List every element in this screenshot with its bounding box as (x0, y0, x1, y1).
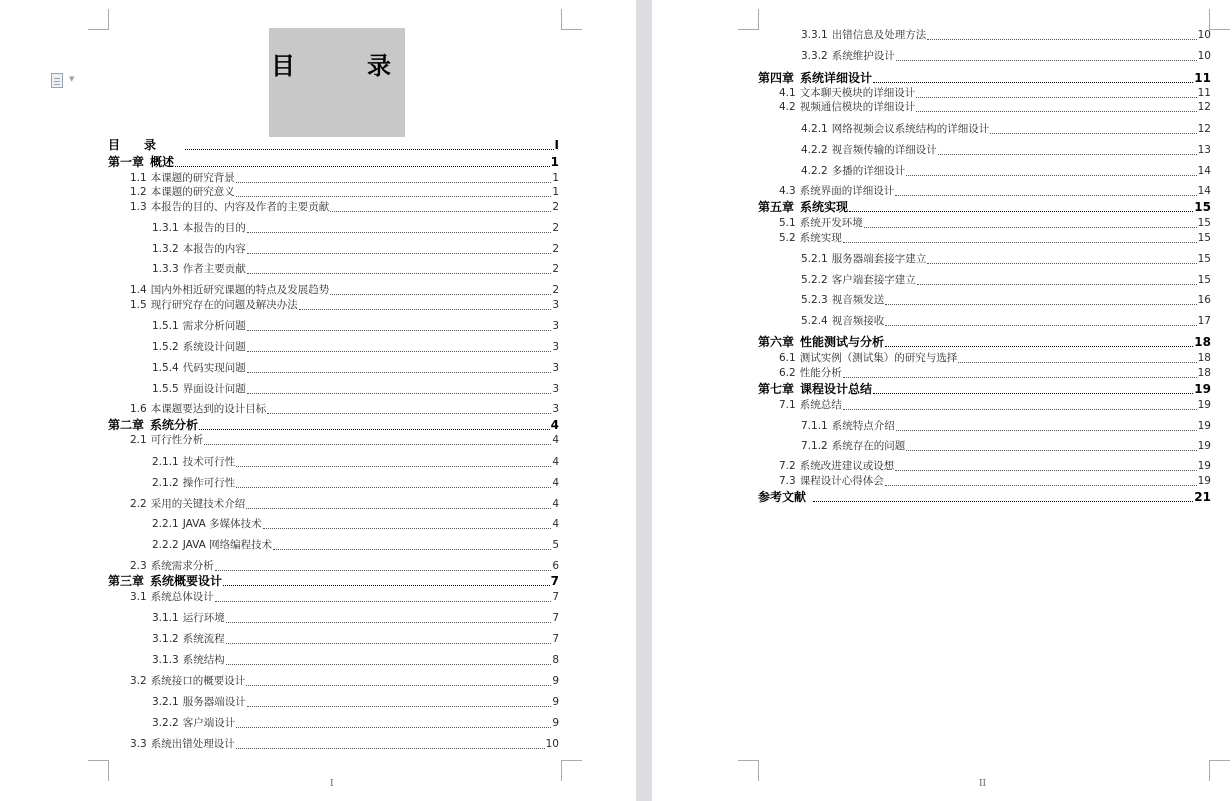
toc-entry-label: 本报告的目的、内容及作者的主要贡献 (150, 201, 330, 213)
toc-entry-label: 代码实现问题 (182, 362, 246, 374)
toc-entry-page: 10 (1197, 50, 1211, 62)
toc-entry-number: 2.3 (130, 560, 147, 572)
toc-entry[interactable] (130, 201, 559, 214)
dot-leader (330, 211, 551, 212)
toc-entry-number: 6.2 (779, 367, 796, 379)
toc-entry[interactable] (152, 341, 559, 354)
toc-entry-number: 1.5.4 (152, 362, 179, 374)
toc-entry-label: 本课题要达到的设计目标 (150, 403, 267, 415)
toc-entry-number: 2.2.2 (152, 539, 179, 551)
toc-entry-label: 现行研究存在的问题及解决办法 (150, 299, 298, 311)
toc-entry[interactable] (152, 654, 559, 667)
toc-entry-page: 3 (552, 403, 559, 415)
toc-entry-page: 18 (1197, 367, 1211, 379)
toc-entry[interactable] (152, 717, 559, 730)
toc-entry-label: 性能分析 (799, 367, 842, 379)
toc-entry[interactable] (779, 460, 1211, 473)
toc-entry[interactable] (152, 243, 559, 256)
toc-entry[interactable] (152, 456, 559, 469)
dot-leader (226, 664, 552, 665)
toc-entry-page: 15 (1197, 232, 1211, 244)
toc-entry-page: 7 (552, 591, 559, 603)
toc-entry-page: 4 (552, 477, 559, 489)
toc-entry-label: 视音频发送 (831, 294, 885, 306)
dot-leader (916, 111, 1196, 112)
dot-leader (813, 501, 1193, 502)
toc-entry-number: 7.1 (779, 399, 796, 411)
dot-leader (843, 242, 1197, 243)
toc-entry-number: 3.1 (130, 591, 147, 603)
toc-entry-number: 第一章 (108, 155, 145, 169)
toc-entry-number: 5.2 (779, 232, 796, 244)
dot-leader (247, 393, 552, 394)
toc-entry-label: 服务器端设计 (182, 696, 246, 708)
toc-entry-page: 4 (552, 456, 559, 468)
toc-entry-label: 文本聊天模块的详细设计 (799, 87, 916, 99)
dot-leader (873, 82, 1193, 83)
toc-entry[interactable] (108, 139, 559, 152)
toc-entry-number: 3.1.1 (152, 612, 179, 624)
toc-entry-label: 视频通信模块的详细设计 (799, 101, 916, 113)
dot-leader (843, 377, 1197, 378)
toc-entry[interactable] (801, 165, 1211, 178)
toc-entry-number: 4.3 (779, 185, 796, 197)
toc-entry-page: 1 (552, 186, 559, 198)
toc-entry-number: 1.4 (130, 284, 147, 296)
toc-entry-number: 2.2.1 (152, 518, 179, 530)
toc-entry-label: 系统总体设计 (150, 591, 214, 603)
toc-entry-number: 1.5.2 (152, 341, 179, 353)
toc-entry-label: 系统接口的概要设计 (150, 675, 246, 687)
toc-entry[interactable] (801, 420, 1211, 433)
toc-entry-number: 7.1.1 (801, 420, 828, 432)
toc-entry-page: 3 (552, 341, 559, 353)
dot-leader (267, 413, 551, 414)
dot-leader (175, 166, 550, 167)
toc-entry[interactable] (758, 201, 1211, 214)
dot-leader (236, 182, 552, 183)
dot-leader (247, 232, 552, 233)
toc-entry-label: 系统总结 (799, 399, 842, 411)
toc-entry[interactable] (152, 263, 559, 276)
toc-entry-label: 视音频传输的详细设计 (831, 144, 937, 156)
toc-entry[interactable] (108, 156, 559, 169)
dot-leader (247, 351, 552, 352)
toc-entry-page: 16 (1197, 294, 1211, 306)
dot-leader (896, 60, 1197, 61)
toc-entry-label: 技术可行性 (182, 456, 236, 468)
toc-entry-page: 4 (550, 418, 559, 432)
toc-entry-number: 4.2 (779, 101, 796, 113)
toc-entry-page: 2 (552, 201, 559, 213)
toc-right-column (652, 0, 1232, 801)
toc-entry-number: 1.3.2 (152, 243, 179, 255)
dot-leader (990, 133, 1196, 134)
dot-leader (263, 528, 552, 529)
toc-entry-number: 1.3 (130, 201, 147, 213)
toc-entry-label: 系统特点介绍 (831, 420, 895, 432)
dot-leader (246, 508, 551, 509)
toc-entry-page: 12 (1197, 101, 1211, 113)
dot-leader (885, 325, 1196, 326)
toc-entry-label: 系统实现 (800, 200, 849, 214)
toc-entry[interactable] (108, 419, 559, 432)
toc-entry-page: 10 (545, 738, 559, 750)
toc-entry-label: 系统出错处理设计 (150, 738, 235, 750)
toc-entry-number: 2.1 (130, 434, 147, 446)
toc-entry-label: 系统存在的问题 (831, 440, 906, 452)
toc-entry-number: 4.2.2 (801, 144, 828, 156)
toc-entry-page: 2 (552, 284, 559, 296)
toc-entry[interactable] (130, 498, 559, 511)
dot-leader (896, 430, 1197, 431)
toc-entry-label: 系统需求分析 (150, 560, 214, 572)
toc-entry-label: 出错信息及处理方法 (831, 29, 927, 41)
toc-entry-number: 第二章 (108, 418, 145, 432)
page-number: II (979, 779, 987, 789)
toc-entry-number: 1.5 (130, 299, 147, 311)
dot-leader (895, 470, 1196, 471)
dot-leader (215, 570, 552, 571)
toc-entry-number: 1.1 (130, 172, 147, 184)
toc-entry-label: 本报告的内容 (182, 243, 246, 255)
dot-leader (226, 643, 552, 644)
toc-entry-page: 10 (1197, 29, 1211, 41)
toc-entry[interactable] (130, 299, 559, 312)
dot-leader (247, 330, 552, 331)
toc-entry-label: 系统概要设计 (150, 574, 223, 588)
toc-entry-label: 系统流程 (182, 633, 225, 645)
toc-entry-label: 系统实现 (799, 232, 842, 244)
toc-entry-page: 19 (1197, 399, 1211, 411)
toc-entry-page: 11 (1197, 87, 1211, 99)
dot-leader (927, 39, 1196, 40)
toc-entry[interactable] (801, 315, 1211, 328)
dot-leader (185, 149, 554, 150)
toc-entry-label: 本课题的研究意义 (150, 186, 235, 198)
dot-leader (247, 372, 552, 373)
dot-leader (938, 154, 1197, 155)
toc-entry-number: 4.2.1 (801, 123, 828, 135)
toc-entry-number: 1.6 (130, 403, 147, 415)
toc-entry-page: 3 (552, 320, 559, 332)
toc-entry-label: 运行环境 (182, 612, 225, 624)
dot-leader (958, 362, 1196, 363)
dot-leader (885, 346, 1193, 347)
toc-entry-page: 4 (552, 518, 559, 530)
toc-entry[interactable] (130, 560, 559, 573)
toc-entry[interactable] (130, 738, 559, 751)
toc-entry-number: 3.1.2 (152, 633, 179, 645)
toc-entry-label: 国内外相近研究课题的特点及发展趋势 (150, 284, 330, 296)
toc-entry-number: 7.3 (779, 475, 796, 487)
toc-entry-number: 5.2.1 (801, 253, 828, 265)
dot-leader (273, 549, 551, 550)
toc-entry-number: 3.3 (130, 738, 147, 750)
toc-entry-label: 系统开发环境 (799, 217, 863, 229)
toc-entry-label: 客户端设计 (182, 717, 236, 729)
dot-leader (223, 585, 550, 586)
dot-leader (199, 429, 550, 430)
toc-entry[interactable] (779, 185, 1211, 198)
dot-leader (299, 309, 552, 310)
toc-entry[interactable] (801, 29, 1211, 42)
toc-entry-number: 1.5.1 (152, 320, 179, 332)
toc-entry-page: 4 (552, 498, 559, 510)
toc-entry[interactable] (779, 399, 1211, 412)
toc-entry[interactable] (130, 186, 559, 199)
toc-entry-page: 15 (1197, 274, 1211, 286)
toc-entry-label: 界面设计问题 (182, 383, 246, 395)
toc-entry-number: 2.1.2 (152, 477, 179, 489)
toc-entry-label: 系统分析 (150, 418, 199, 432)
toc-entry[interactable] (152, 696, 559, 709)
toc-entry-label: 课程设计心得体会 (799, 475, 884, 487)
toc-entry-number: 3.2.2 (152, 717, 179, 729)
dot-leader (204, 444, 551, 445)
toc-entry-number: 7.1.2 (801, 440, 828, 452)
toc-entry-label: 课程设计总结 (800, 382, 873, 396)
toc-entry-number: 2.2 (130, 498, 147, 510)
toc-entry-page: 14 (1197, 185, 1211, 197)
toc-entry-page: 7 (550, 574, 559, 588)
toc-entry-number: 3.3.1 (801, 29, 828, 41)
toc-entry-label: 系统设计问题 (182, 341, 246, 353)
toc-entry-page: 12 (1197, 123, 1211, 135)
toc-entry-label: 系统维护设计 (831, 50, 895, 62)
dot-leader (906, 450, 1196, 451)
toc-entry-page: 4 (552, 434, 559, 446)
toc-entry[interactable] (152, 362, 559, 375)
toc-entry[interactable] (130, 172, 559, 185)
toc-entry-label: 性能测试与分析 (800, 335, 885, 349)
toc-entry-page: 7 (552, 633, 559, 645)
dot-leader (247, 273, 552, 274)
toc-entry[interactable] (801, 253, 1211, 266)
toc-entry[interactable] (801, 123, 1211, 136)
toc-entry-page: 2 (552, 243, 559, 255)
toc-entry-number: 2.1.1 (152, 456, 179, 468)
dot-leader (895, 195, 1196, 196)
toc-entry-page: 9 (552, 696, 559, 708)
toc-entry[interactable] (779, 232, 1211, 245)
toc-entry-page: 8 (552, 654, 559, 666)
toc-entry-label: 系统详细设计 (800, 71, 873, 85)
dot-leader (906, 175, 1196, 176)
toc-entry-page: 2 (552, 222, 559, 234)
toc-entry-number: 5.2.3 (801, 294, 828, 306)
toc-entry-page: 1 (552, 172, 559, 184)
dot-leader (927, 263, 1196, 264)
toc-entry[interactable] (801, 50, 1211, 63)
toc-entry-label: 概述 (150, 155, 175, 169)
toc-entry-page: 5 (552, 539, 559, 551)
toc-entry[interactable] (130, 403, 559, 416)
dot-leader (236, 727, 551, 728)
toc-entry-label: JAVA 网络编程技术 (182, 539, 273, 551)
toc-entry[interactable] (152, 539, 559, 552)
dot-leader (247, 253, 552, 254)
toc-entry-page: 2 (552, 263, 559, 275)
toc-entry-number: 5.2.2 (801, 274, 828, 286)
toc-entry-page: 19 (1197, 420, 1211, 432)
toc-entry-number: 1.3.1 (152, 222, 179, 234)
toc-entry[interactable] (152, 320, 559, 333)
toc-entry-page: 13 (1197, 144, 1211, 156)
toc-entry-label: 客户端套接字建立 (831, 274, 916, 286)
toc-entry[interactable] (152, 633, 559, 646)
toc-entry[interactable] (130, 591, 559, 604)
toc-entry-label: 本报告的目的 (182, 222, 246, 234)
toc-entry-label: 多播的详细设计 (831, 165, 906, 177)
toc-entry-label: 系统结构 (182, 654, 225, 666)
toc-entry-number: 目 录 (108, 138, 157, 152)
toc-entry-number: 参考文献 (758, 490, 807, 504)
toc-entry-number: 1.2 (130, 186, 147, 198)
toc-entry-page: 15 (1194, 200, 1211, 214)
toc-entry-number: 第四章 (758, 71, 795, 85)
toc-entry-label: 操作可行性 (182, 477, 236, 489)
dot-leader (873, 393, 1193, 394)
toc-entry-page: 1 (550, 155, 559, 169)
toc-entry-number: 6.1 (779, 352, 796, 364)
page-number: I (330, 779, 334, 789)
toc-entry-page: 3 (552, 383, 559, 395)
toc-entry-page: 21 (1194, 490, 1211, 504)
toc-entry-number: 4.1 (779, 87, 796, 99)
toc-entry[interactable] (779, 87, 1211, 100)
dot-leader (236, 196, 552, 197)
toc-entry-label: 网络视频会议系统结构的详细设计 (831, 123, 990, 135)
toc-entry[interactable] (130, 284, 559, 297)
toc-entry-label: 系统界面的详细设计 (799, 185, 895, 197)
toc-entry-page: 19 (1197, 475, 1211, 487)
toc-entry-page: 6 (552, 560, 559, 572)
toc-entry-number: 第七章 (758, 382, 795, 396)
toc-entry-label: 服务器端套接字建立 (831, 253, 927, 265)
toc-entry[interactable] (152, 612, 559, 625)
toc-entry-number: 第五章 (758, 200, 795, 214)
toc-entry-page: 9 (552, 717, 559, 729)
toc-entry-page: 7 (552, 612, 559, 624)
toc-entry[interactable] (758, 383, 1211, 396)
toc-entry-number: 4.2.2 (801, 165, 828, 177)
toc-entry[interactable] (758, 72, 1211, 85)
page-gutter (636, 0, 652, 801)
toc-entry-label: 本课题的研究背景 (150, 172, 235, 184)
toc-entry[interactable] (152, 477, 559, 490)
toc-entry-page: 9 (552, 675, 559, 687)
toc-entry[interactable] (152, 518, 559, 531)
toc-entry[interactable] (130, 675, 559, 688)
toc-entry-label: 可行性分析 (150, 434, 204, 446)
toc-entry[interactable] (779, 352, 1211, 365)
dot-leader (236, 466, 551, 467)
toc-entry-page: 15 (1197, 217, 1211, 229)
page-title: 目 录 (271, 51, 391, 80)
toc-entry-label: 作者主要贡献 (182, 263, 246, 275)
toc-entry-number: 第六章 (758, 335, 795, 349)
toc-entry[interactable] (801, 440, 1211, 453)
toc-entry[interactable] (801, 294, 1211, 307)
toc-entry[interactable] (801, 274, 1211, 287)
dot-leader (247, 706, 552, 707)
toc-entry-page: 19 (1197, 440, 1211, 452)
dot-leader (916, 97, 1196, 98)
dot-leader (215, 601, 552, 602)
toc-entry-page: 18 (1197, 352, 1211, 364)
toc-entry-label: 采用的关键技术介绍 (150, 498, 246, 510)
toc-entry-number: 5.1 (779, 217, 796, 229)
dot-leader (330, 294, 551, 295)
toc-entry-label: 测试实例（测试集）的研究与选择 (799, 352, 958, 364)
toc-entry-page: 3 (552, 299, 559, 311)
chevron-down-icon[interactable]: ▼ (69, 75, 75, 83)
toc-entry[interactable] (801, 144, 1211, 157)
toc-entry-label: JAVA 多媒体技术 (182, 518, 262, 530)
dot-leader (226, 622, 552, 623)
toc-entry-number: 3.1.3 (152, 654, 179, 666)
toc-entry-number: 3.3.2 (801, 50, 828, 62)
toc-entry-number: 1.5.5 (152, 383, 179, 395)
toc-entry[interactable] (758, 491, 1211, 504)
dot-leader (236, 487, 551, 488)
toc-entry-label: 系统改进建议或设想 (799, 460, 895, 472)
toc-entry[interactable] (779, 475, 1211, 488)
toc-entry-page: 15 (1197, 253, 1211, 265)
toc-entry[interactable] (108, 575, 559, 588)
toc-entry-number: 5.2.4 (801, 315, 828, 327)
toc-entry-number: 7.2 (779, 460, 796, 472)
toc-entry-label: 需求分析问题 (182, 320, 246, 332)
toc-entry-page: 17 (1197, 315, 1211, 327)
dot-leader (843, 409, 1197, 410)
dot-leader (849, 211, 1193, 212)
toc-entry[interactable] (779, 367, 1211, 380)
toc-entry-number: 3.2.1 (152, 696, 179, 708)
dot-leader (917, 284, 1197, 285)
toc-entry[interactable] (758, 336, 1211, 349)
toc-entry-number: 第三章 (108, 574, 145, 588)
toc-entry-page: 18 (1194, 335, 1211, 349)
toc-entry-number: 1.3.3 (152, 263, 179, 275)
toc-entry-number: 3.2 (130, 675, 147, 687)
dot-leader (885, 485, 1197, 486)
dot-leader (885, 304, 1196, 305)
toc-entry-page: 14 (1197, 165, 1211, 177)
toc-entry-page: 3 (552, 362, 559, 374)
dot-leader (864, 227, 1197, 228)
toc-entry[interactable] (130, 434, 559, 447)
toc-entry[interactable] (779, 101, 1211, 114)
toc-entry-page: I (554, 138, 559, 152)
toc-entry-label: 视音频接收 (831, 315, 885, 327)
toc-entry[interactable] (152, 222, 559, 235)
document-page-2 (652, 0, 1232, 801)
dot-leader (236, 748, 545, 749)
toc-entry-page: 19 (1197, 460, 1211, 472)
dot-leader (246, 685, 551, 686)
toc-entry[interactable] (779, 217, 1211, 230)
toc-entry-page: 19 (1194, 382, 1211, 396)
toc-entry-page: 11 (1194, 71, 1211, 85)
toc-entry[interactable] (152, 383, 559, 396)
